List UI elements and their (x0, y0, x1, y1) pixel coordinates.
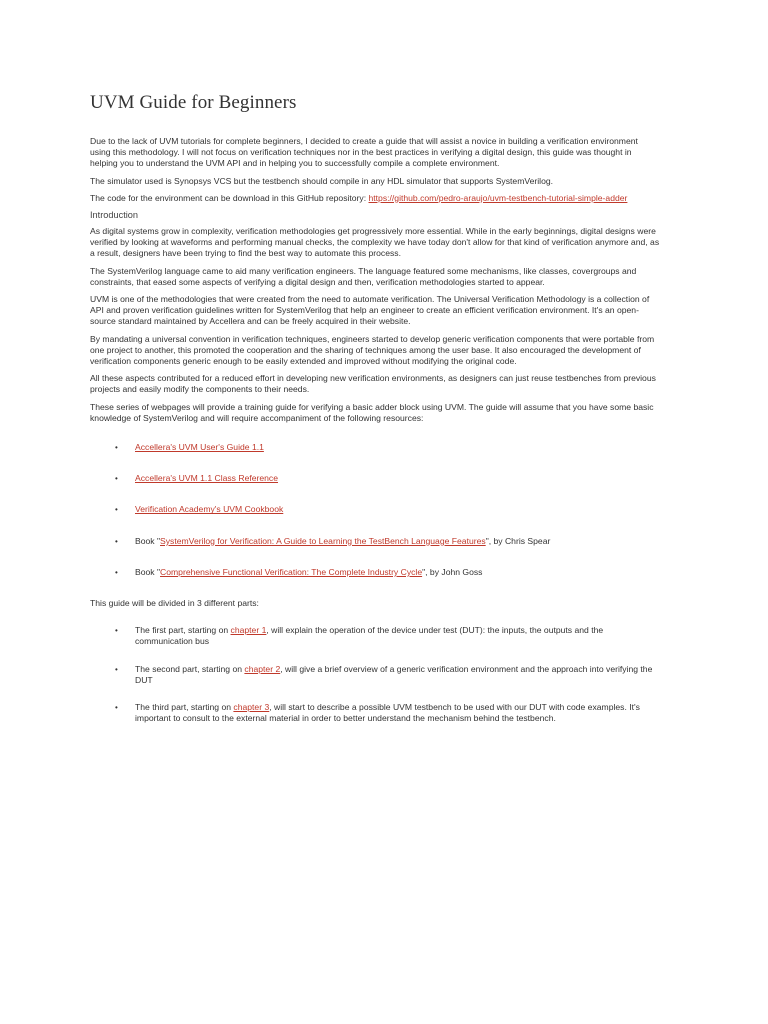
intro-paragraph-1: Due to the lack of UVM tutorials for complete beginners, I decided to create a guide that will assist a novice in building a verification environment using this methodology. I will not focus on verification techniques nor in the best practices in verifying a digital design, this guide was thought in helping you to understand the UVM API and in helping you to successfully compile a complete environment. (90, 136, 638, 169)
bullet-icon: • (115, 443, 118, 453)
part-description: , will start to describe a possible UVM testbench to be used with our DUT with code examples. It's important to consult to the external material in order to better understand the mechanism behind the testbench. (135, 702, 640, 724)
resource-suffix: ", by John Goss (422, 566, 483, 577)
list-item (90, 702, 660, 724)
bullet-icon: • (115, 664, 118, 674)
chapter-2-link[interactable]: chapter 2 (244, 663, 281, 674)
body-paragraph-5: All these aspects contributed for a reduced effort in developing new verification environments, as designers can just reuse testbenches from previous projects and easily modify the components to their needs. (90, 373, 656, 395)
part-prefix: The third part, starting on (135, 702, 234, 713)
part-prefix: The first part, starting on (135, 625, 231, 636)
page-title: UVM Guide for Beginners (90, 92, 297, 113)
list-item (90, 664, 660, 686)
document-content (90, 92, 660, 741)
body-paragraph-4: By mandating a universal convention in verification techniques, engineers started to develop generic verification components that were portable from one project to another, this promoted the cooperation and the sharing of techniques among the user base. It also encouraged the development of verification components generic enough to be easily extended and improved without modifying the original code. (90, 333, 655, 367)
intro-paragraph-2: The simulator used is Synopsys VCS but the testbench should compile in any HDL simulator that supports SystemVerilog. (90, 175, 554, 186)
bullet-icon: • (115, 536, 118, 546)
bullet-icon: • (115, 567, 118, 577)
resource-link-sv-for-verification[interactable]: SystemVerilog for Verification: A Guide to Learning the TestBench Language Features (160, 535, 486, 546)
list-item (90, 567, 660, 578)
bullet-icon: • (115, 474, 118, 484)
list-item (90, 536, 660, 547)
list-item (90, 442, 660, 453)
part-description: , will explain the operation of the device under test (DUT): the inputs, the outputs and the communication bus (135, 625, 604, 647)
body-paragraph-1: As digital systems grow in complexity, verification methodologies get progressively more essential. While in the early beginnings, digital designs were verified by looking at waveforms and performing manual checks, the complexity we have today don't allow for that kind of verification anymore and, as a result, designers have been trying to find the best way to automate this process. (90, 226, 660, 259)
body-paragraph-2: The SystemVerilog language came to aid many verification engineers. The language featured some mechanisms, like classes, covergroups and constraints, that eased some aspects of verifying a digital design and then, verification methodologies started to appear. (90, 265, 637, 287)
resource-link-uvm-cookbook[interactable]: Verification Academy's UVM Cookbook (135, 504, 284, 515)
body-paragraph-6: These series of webpages will provide a training guide for verifying a basic adder block using UVM. The guide will assume that you have some basic knowledge of SystemVerilog and will require accompaniment of the following resources: (90, 401, 654, 423)
list-item (90, 625, 660, 647)
resource-link-functional-verification[interactable]: Comprehensive Functional Verification: The Complete Industry Cycle (160, 566, 423, 577)
resource-link-class-reference[interactable]: Accellera's UVM 1.1 Class Reference (135, 473, 279, 484)
bullet-icon: • (115, 505, 118, 515)
section-heading-introduction: Introduction (90, 210, 139, 221)
part-prefix: The second part, starting on (135, 663, 245, 674)
github-repository-link[interactable]: https://github.com/pedro-araujo/uvm-testbench-tutorial-simple-adder (368, 192, 628, 203)
list-item (90, 473, 660, 484)
resource-prefix: Book " (135, 535, 161, 546)
resource-link-uvm-users-guide[interactable]: Accellera's UVM User's Guide 1.1 (135, 442, 264, 453)
parts-intro: This guide will be divided in 3 different parts: (90, 598, 259, 609)
bullet-icon: • (115, 626, 118, 636)
part-description: , will give a brief overview of a generic verification environment and the approach into verifying the DUT (135, 663, 653, 685)
list-item (90, 504, 660, 515)
body-paragraph-3: UVM is one of the methodologies that were created from the need to automate verification. The Universal Verification Methodology is a collection of API and proven verification guidelines written for SystemVerilog that help an engineer to create an efficient verification environment. It's an open-source standard maintained by Accellera and can be freely acquired in their website. (90, 294, 650, 327)
chapter-3-link[interactable]: chapter 3 (233, 702, 270, 713)
repository-paragraph (90, 193, 660, 204)
bullet-icon: • (115, 703, 118, 713)
parts-list (90, 625, 660, 724)
resource-prefix: Book " (135, 566, 161, 577)
resources-list (90, 442, 660, 578)
resource-suffix: ", by Chris Spear (485, 535, 551, 546)
chapter-1-link[interactable]: chapter 1 (230, 625, 267, 636)
repository-text: The code for the environment can be download in this GitHub repository: (90, 192, 369, 203)
